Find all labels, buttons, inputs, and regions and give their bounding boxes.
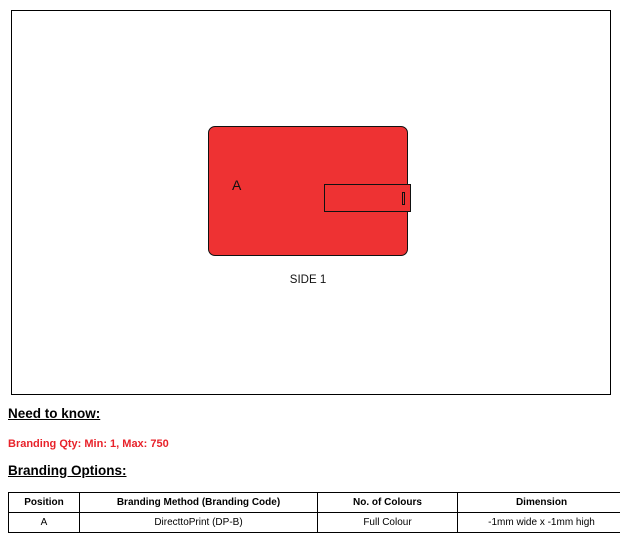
branding-options-heading: Branding Options: xyxy=(8,463,127,478)
usb-connector-shape xyxy=(324,184,411,212)
usb-connector-tip-icon xyxy=(402,192,405,205)
branding-position-label: A xyxy=(232,177,242,193)
side-caption: SIDE 1 xyxy=(289,274,327,286)
cell-colours: Full Colour xyxy=(318,513,458,533)
column-header-position: Position xyxy=(9,493,80,513)
column-header-colours: No. of Colours xyxy=(318,493,458,513)
need-to-know-heading: Need to know: xyxy=(8,406,101,421)
product-artwork xyxy=(208,126,408,286)
cell-dimension: -1mm wide x -1mm high xyxy=(458,513,620,533)
table-row xyxy=(9,513,620,533)
cell-position: A xyxy=(9,513,80,533)
table-header-row xyxy=(9,493,620,513)
branding-options-table xyxy=(8,492,620,533)
column-header-dimension: Dimension xyxy=(458,493,620,513)
branding-qty-text: Branding Qty: Min: 1, Max: 750 xyxy=(8,438,169,450)
artwork-panel xyxy=(11,10,611,395)
column-header-branding-method: Branding Method (Branding Code) xyxy=(80,493,318,513)
cell-branding-method: DirecttoPrint (DP-B) xyxy=(80,513,318,533)
